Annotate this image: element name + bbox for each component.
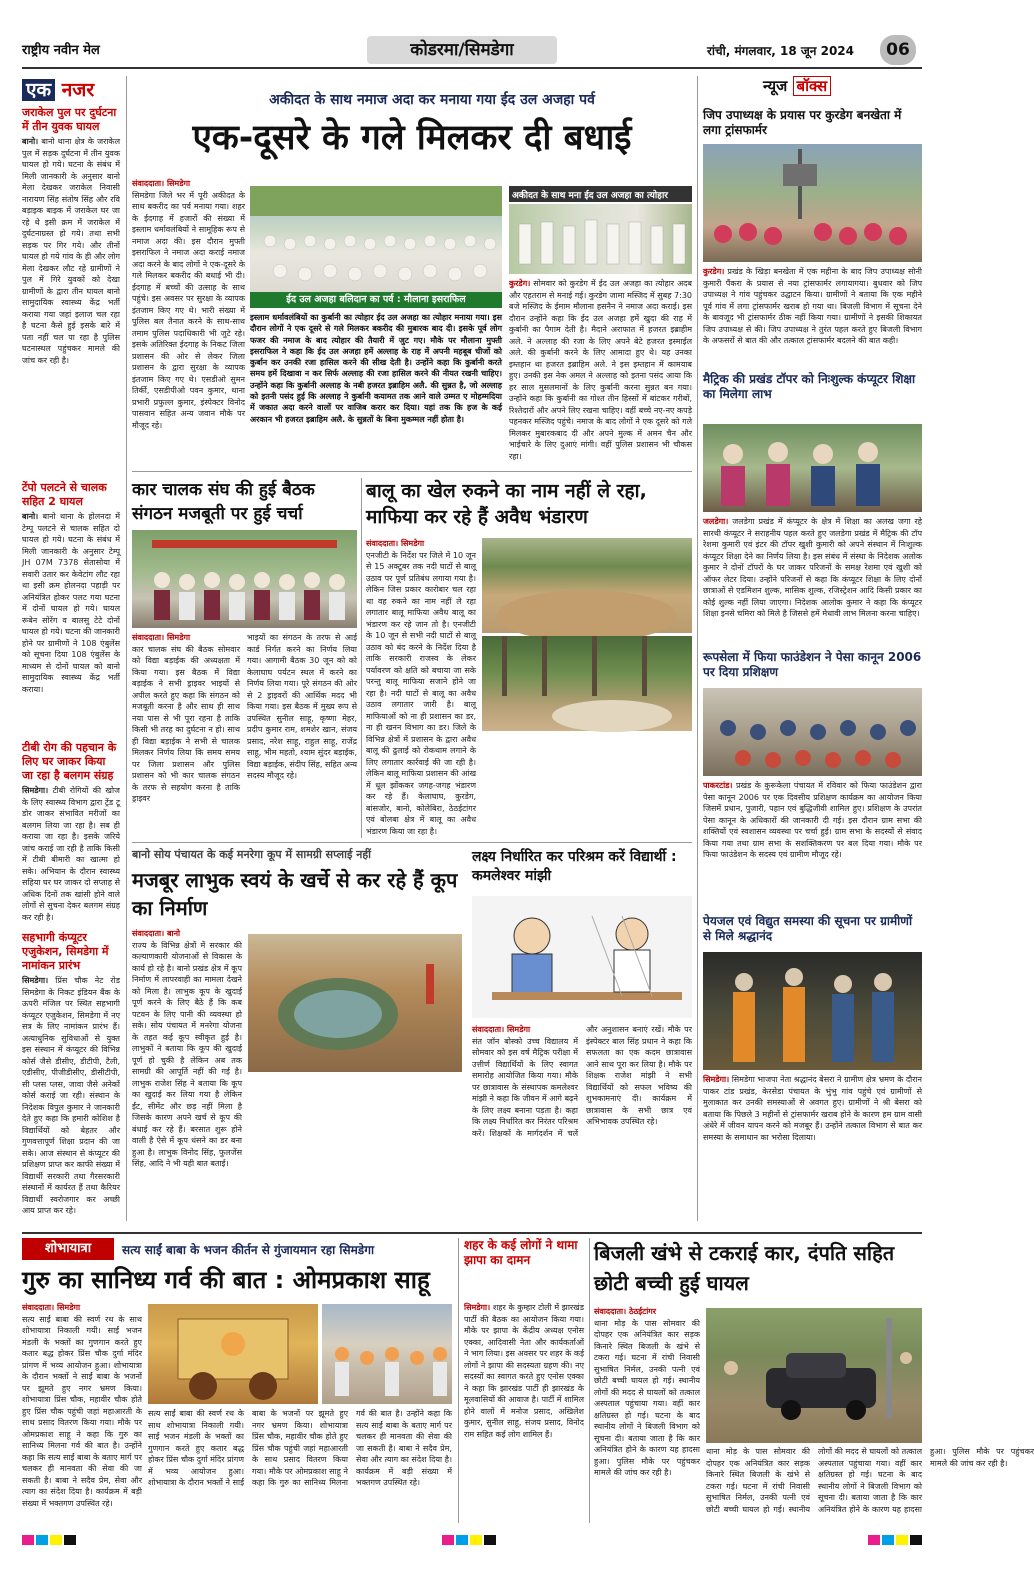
news-box-dateline: कुरडेग। bbox=[703, 267, 725, 276]
eid-text: सिमडेगा जिले भर में पूरी अकीदत के साथ बकरीद का पर्व मनाया गया। शहर के ईदगाह में हजारों की संख्या में इस्लाम धर्मावलंबियों ने सामूहिक रूप से नमाज अदा की। इस दौरान मुफ्ती इसराफिल ने नमाज अदा कराई नमाज अदा करने के बाद लोगों ने एक-दूसरे के गले मिलकर बकरीद की बधाई भी दी। ईदगाह में बच्चों की उत्साह के साथ पहुंचे। इस अवसर पर सुरक्षा के व्यापक इंतजाम किए गए थे। भारी संख्या में पुलिस बल तैनात करने के साथ-साथ तमाम पुलिस पदाधिकारी भी जुटे रहे। इसके अतिरिक्त ईदगाह के निकट जिला प्रशासन की ओर से लेकर जिला प्रशासन के द्वारा सुरक्षा के व्यापक इंतजाम किए गए थे। एसडीओ सुमन तिर्की, एसडीपीओ पवन कुमार, थाना प्रभारी प्रफुल्ल कुमार, इंस्पेक्टर विनोद पासवान सहित अन्य जवान मौके पर मौजूद रहे। bbox=[132, 190, 245, 430]
well-photo bbox=[248, 934, 462, 1072]
accident-dateline: संवाददाता। ठेठईटांगर bbox=[594, 1307, 657, 1316]
registration-marks bbox=[22, 1535, 922, 1545]
accident-body-cont: थाना मोड़ के पास सोमवार की दोपहर एक अनियंत्रित कार सड़क किनारे स्थित बिजली के खंभे से टकरा गई। घटना में रांची निवासी सुभाषित निर्मल, उनकी पत्नी एवं छोटी बच्ची घायल हो गई। स्थानीय लोगों की मदद से घायलों को तत्काल अस्पताल पहुंचाया गया। वहीं कार क्षतिग्रस्त हो गई। घटना के बाद स्थानीय लोगों ने बिजली विभाग को सूचना दी। बताया जाता है कि कार अनियंत्रित होने के कारण यह हादसा हुआ। पुलिस मौके पर पहुंचकर मामले की जांच कर रही है। bbox=[706, 1447, 1034, 1514]
print-color-strip bbox=[22, 1530, 922, 1540]
jhapa-dateline: सिमडेगा। bbox=[464, 1303, 491, 1312]
union-meeting-photo bbox=[132, 530, 357, 628]
column-divider bbox=[697, 76, 698, 1221]
union-body-2: भाइयों का संगठन के तरफ से आई कार्ड निर्गत करने का निर्णय लिया गया। आगामी बैठक 30 जून को को केलाघाघ पर्यटन स्थल में करने का निर्णय लिया गया। पूरे संगठन की ओर से 2 ड्राइवरों की आर्थिक मदद भी किया गया। इस बैठक में मुख्य रूप से उपस्थित सुनील साहू, कृष्णा मेहर, प्रदीप कुमार राम, शमशेर खान, संजय प्रसाद, नरेश साहू, राहुल साहू, राजेंद्र साहू, भीम महतो, श्याम सुंदर बड़ाईक, विद्या बड़ाईक, संदीप सिंह, सहित अन्य सदस्य मौजूद रहे। bbox=[247, 633, 357, 780]
section-rule bbox=[132, 471, 692, 472]
eid-koderma-body bbox=[509, 278, 692, 470]
news-box-text: प्रखंड के खिड़ा बनखेता में एक महीना के बाद जिप उपाध्यक्ष सोनी कुमारी पैंकरा के प्रयास से नया ट्रांसफार्मर लगायागया। बुधवार को जिप उपाध्यक्ष ने गांव पहुंचकर उद्घाटन किया। ग्रामीणों ने बताया कि एक महीने पूर्व गांव में लगा ट्रांसफार्मर खराब हो गया था। बिजली विभाग में सूचना देने के बावजूद भी ट्रांसफार्मर ठीक नहीं किया गया। ग्रामीणों ने इसकी शिकायत जिप उपाध्यक्ष से की। जिप उपाध्यक्ष ने तुरंत पहल करते हुए बिजली विभाग के अफसरों से बात की और तत्काल ट्रांसफार्मर बदलने की बात कही। bbox=[703, 267, 922, 345]
shobha-headline: गुरु का सानिध्य गर्व की बात : ओमप्रकाश साहू bbox=[22, 1266, 430, 1294]
eid-koderma bbox=[509, 186, 692, 470]
news-box-title bbox=[763, 76, 831, 96]
section-title: कोडरमा/सिमडेगा bbox=[367, 36, 557, 64]
news-box-title-a: न्यूज bbox=[763, 77, 788, 95]
jhapa-body bbox=[464, 1302, 584, 1523]
news-box-column bbox=[703, 76, 922, 1221]
ek-nazar-title-b: नजर bbox=[61, 79, 95, 101]
chariot-photo bbox=[148, 1304, 318, 1404]
jhapa-story bbox=[464, 1238, 584, 1523]
news-box-body bbox=[703, 780, 922, 908]
ek-nazar-column bbox=[22, 76, 120, 1276]
shobha-dateline: संवाददाता। सिमडेगा bbox=[22, 1303, 81, 1312]
news-box-headline: जिप उपाध्यक्ष के प्रयास पर कुरडेग बनखेता में लगा ट्रांसफार्मर bbox=[703, 108, 902, 137]
column-divider bbox=[361, 478, 362, 838]
sand-forest-photo bbox=[482, 636, 692, 731]
sand-pile-photo bbox=[482, 538, 692, 633]
shobha-text: सत्य साईं बाबा की स्वर्ण रथ के साथ शोभायात्रा निकाली गयी। साईं भजन मंडली के भक्तों का गुणगान करते हुए कतार बद्ध होकर प्रिंस चौक दुर्गा मंदिर प्रांगण में भव्य आयोजन हुआ। शोभायात्रा के दौरान भक्तों ने साईं बाबा के भजनों पर झूमते हुए नगर भ्रमण किया। शोभायात्रा प्रिंस चौक, महावीर चौक होते हुए प्रिंस चौक पहुंची जहां महाआरती के साथ प्रसाद वितरण किया गया। मौके पर ओमप्रकाश साहू ने कहा कि गुरु का सानिध्य मिलना गर्व की बात है। उन्होंने कहा कि सत्य साईं बाबा के बताए मार्ग पर चलकर ही मानवता की सेवा की जा सकती है। बाबा ने सदैव प्रेम, सेवा और त्याग का संदेश दिया है। कार्यक्रम में बड़ी संख्या में भक्तगण उपस्थित रहे। bbox=[22, 1314, 142, 1508]
jhapa-headline: शहर के कई लोगों ने थामा झापा का दामन bbox=[464, 1238, 578, 1267]
nazar-body bbox=[22, 511, 120, 726]
sand-body bbox=[366, 538, 476, 838]
forest-illustration bbox=[482, 636, 692, 731]
nazar-dateline: बानो। bbox=[22, 512, 39, 521]
jhapa-text: शहर के कुम्हार टोली में झारखंड पार्टी की बैठक का आयोजन किया गया। मौके पर झापा के केंद्रीय अध्यक्ष एनोस एक्का, आदिवासी नेता और कार्यकर्ताओं ने भाग लिया। इस अवसर पर शहर के कई लोगों ने झापा की सदस्यता ग्रहण की। नए सदस्यों का स्वागत करते हुए एनोस एक्का ने कहा कि झारखंड पार्टी ही झारखंड के मूलवासियों की आवाज है। पार्टी में शामिल होने वालों में मनोज प्रसाद, अखिलेश कुमार, सुनील साहू, संजय प्रसाद, विनोद राम सहित कई लोग शामिल हैं। bbox=[464, 1303, 584, 1439]
well-illustration bbox=[248, 934, 462, 1072]
news-box-dateline: पाकरटांड। bbox=[703, 781, 733, 790]
nazar-dateline: बानो। bbox=[22, 137, 39, 146]
transformer-photo bbox=[703, 144, 922, 262]
bano-kicker: बानो सोय पंचायत के कई मनरेगा कूप में सामग्री सप्लाई नहीं bbox=[132, 848, 372, 861]
procession-photo bbox=[322, 1304, 452, 1404]
nazar-body bbox=[22, 785, 120, 925]
issue-date: रांची, मंगलवार, 18 जून 2024 bbox=[707, 44, 854, 58]
topper-photo bbox=[703, 424, 922, 512]
news-box-body bbox=[703, 1074, 922, 1216]
eid-photo-caption: ईद उल अजहा बलिदान का पर्व : मौलाना इसराफिल bbox=[250, 292, 502, 308]
student-dateline: संवाददाता। सिमडेगा bbox=[472, 1025, 531, 1034]
news-box-text: सिमडेगा भाजपा नेता श्रद्धानंद बेसरा ने ग्रामीण क्षेत्र भ्रमण के दौरान पाकर टांड प्रखंड, केरसेडा पंचायत के भुंभु गांव पहुंचे एवं ग्रामीणों से मुलाकात कर उनकी समस्याओं से अवगत हुए। ग्रामीणों ने श्री बेसरा को बताया कि पिछले 3 महीनों से ट्रांसफार्मर खराब होने के कारण हम ग्राम वासी अंधेरे में जीवन यापन करने को मजबूर हैं। उन्होंने तत्काल विभाग से बात कर समस्या के समाधान का भरोसा दिलाया। bbox=[703, 1075, 922, 1142]
sand-headline: बालू का खेल रुकने का नाम नहीं ले रहा, माफिया कर रहे हैं अवैध भंडारण bbox=[366, 480, 647, 528]
nazar-item bbox=[22, 106, 120, 466]
eid-dateline: संवाददाता। सिमडेगा bbox=[132, 179, 191, 188]
villagers-illustration bbox=[703, 144, 922, 262]
shobha-tag: शोभायात्रा bbox=[22, 1238, 114, 1260]
column-divider bbox=[589, 1238, 590, 1523]
news-box-title-b: बॉक्स bbox=[793, 76, 832, 96]
car-illustration bbox=[706, 1308, 922, 1443]
shobha-body-cont: सत्य साईं बाबा की स्वर्ण रथ के साथ शोभायात्रा निकाली गयी। साईं भजन मंडली के भक्तों का गुणगान करते हुए कतार बद्ध होकर प्रिंस चौक दुर्गा मंदिर प्रांगण में भव्य आयोजन हुआ। शोभायात्रा के दौरान भक्तों ने साईं बाबा के भजनों पर झूमते हुए नगर भ्रमण किया। शोभायात्रा प्रिंस चौक, महावीर चौक होते हुए प्रिंस चौक पहुंची जहां महाआरती के साथ प्रसाद वितरण किया गया। मौके पर ओमप्रकाश साहू ने कहा कि गुरु का सानिध्य मिलना गर्व की बात है। उन्होंने कहा कि सत्य साईं बाबा के बताए मार्ग पर चलकर ही मानवता की सेवा की जा सकती है। बाबा ने सदैव प्रेम, सेवा और त्याग का संदेश दिया है। कार्यक्रम में बड़ी संख्या में भक्तगण उपस्थित रहे। bbox=[148, 1409, 452, 1487]
nazar-headline: सहभागी कंप्यूटर एजुकेशन, सिमडेगा में नामांकन प्रारंभ bbox=[22, 931, 109, 972]
shobha-kicker: सत्य साईं बाबा के भजन कीर्तन से गुंजायमान रहा सिमडेगा bbox=[122, 1243, 375, 1257]
student-headline: लक्ष्य निर्धारित कर परिश्रम करें विद्यार्थी : कमलेश्वर मांझी bbox=[472, 849, 677, 884]
masthead bbox=[22, 30, 922, 68]
bano-dateline: संवाददाता। बानो bbox=[132, 929, 181, 938]
news-box-text: प्रखंड के कुरूकेला पंचायत में रविवार को फिया फाउंडेशन द्वारा पेसा कानून 2006 पर एक दिवसीय प्रशिक्षण कार्यक्रम का आयोजन किया जिसमें प्रधान, पुजारी, पहान एवं बुद्धिजीवी शामिल हुए। प्रशिक्षण के उपरांत पेसा कानून के अधिकारों की जानकारी दी गई। इस दौरान ग्राम सभा की शक्तियों एवं स्वशासन व्यवस्था पर चर्चा हुई। ग्राम सभा के सदस्यों से संवाद किया गया तथा ग्राम सभा के सशक्तिकरण पर बल दिया गया। मौके पर फिया फाउंडेशन के सदस्य एवं ग्रामीण मौजूद रहे। bbox=[703, 781, 922, 859]
villagers-meeting-photo bbox=[703, 952, 922, 1070]
crowd-illustration bbox=[250, 186, 502, 308]
masthead-rule bbox=[22, 67, 922, 69]
sand-text: एनजीटी के निर्देश पर जिले में 10 जून से 15 अक्टूबर तक नदी घाटों से बालू उठाव पर पूर्ण प्रतिबंध लगाया गया है। लेकिन जिस प्रकार कारोबार चल रहा था वह रुकने का नाम नहीं ले रहा लगातार बालू माफिया अवैध बालू का भंडारण कर रहे जान तो है। एनजीटी के 10 जून से सभी नदी घाटों से बालू उठाव को बंद करने के निर्देश दिया है ताकि सरकारी राजस्व के लेकर पर्यावरण को क्षति को बचाया जा सके परन्तु बालू माफिया सजाने होने जा रहा है। नदी घाटों से बालू का अवैध उठाव लगातार जारी है। बालू माफियाओं को ना ही प्रशासन का डर, ना ही खनन विभाग का डर। जिले के विभिन्न क्षेत्रों में प्रशासन के द्वारा अवैध बालू की ढुलाई को रोकथाम लगाने के लिए लगातार कार्रवाई की जा रही है। लेकिन बालू माफिया प्रशासन की आंख में धूल झोंककर जगह-जगह भंडारण कर रहे हैं। केलाघाघ, कुरडेग, बांसजोर, बानो, कोलेबिरा, ठेठईटांगर एवं बोलबा क्षेत्र में बालू का अवैध भंडारण किया जा रहा है। bbox=[366, 550, 476, 836]
nazar-text: टीबी रोगियों की खोज के लिए स्वास्थ्य विभाग द्वारा ट्रेंड टू डोर जाकर संभावित मरीजों का बलगम लिया जा रहा है। सब ही कराया जा रहा है। इसके जरिये जांच कराई जा रही है ताकि किसी में टीबी बीमारी का खात्मा हो सके। अभियान के दौरान स्वास्थ्य सहिया घर घर जाकर दो सप्ताह से अधिक दिनों तक खांसी होने वाले लोगों से सुचना देकर बलगम संग्रह कर रही है। bbox=[22, 786, 120, 922]
eid-koderma-strip: अकीदत के साथ मना ईद उल अजहा का त्योहार bbox=[509, 186, 692, 202]
nazar-text: प्रिंस चौक नेट रोड सिमडेगा के निकट इंडियन बैंक के ऊपरी मंजिल पर स्थित सहभागी कंप्यूटर एजुकेशन, सिमडेगा में नए सत्र के लिए नामांकन प्रारंभ हैं। अत्याधुनिक सुविधाओं से युक्त इस संस्थान में कंप्यूटर की विभिन्न कोर्स जैसे डीसीए, डीटीपी, टैली, एडीसीए, पीजीडीसीए, डीसीटीपी, सी प्लस प्लस, जावा जैसे अनेकों कोर्स कराई जा रही। संस्थान के निदेशक विपुल कुमार ने जानकारी देते हुए कहा कि हमारी कोशिश है विद्यार्थियों को बेहतर और गुणवत्तापूर्ण शिक्षा प्रदान की जा सके। आज संस्थान से कंप्यूटर की प्रशिक्षण प्राप्त कर काफी संख्या में विद्यार्थी सरकारी तथा गैरसरकारी संस्थानों में कार्यरत हैं तथा कैरियर विद्यार्थी स्वरोजगार कर अच्छी आय प्राप्त कर रहे। bbox=[22, 976, 120, 1215]
ek-nazar-title-a: एक bbox=[22, 79, 55, 101]
bano-body bbox=[132, 928, 242, 1226]
pesa-training-photo bbox=[703, 688, 922, 776]
news-box-headline: रूपसेला में फिया फाउंडेशन ने पेसा कानून 2006 पर दिया प्रशिक्षण bbox=[703, 650, 922, 679]
news-box-body bbox=[703, 266, 922, 368]
news-box-headline: मैट्रिक की प्रखंड टॉपर को निःशुल्क कंप्यूटर शिक्षा का मिलेगा लाभ bbox=[703, 372, 916, 401]
nazar-item bbox=[22, 741, 120, 921]
student-body bbox=[472, 1024, 692, 1226]
column-divider bbox=[126, 76, 127, 1221]
nazar-text: बानो थाना के होलनदा में टेम्पू पलटने से चालक सहित दो घायल हो गये। घटना के संबंध में मिली जानकारी के अनुसार टेम्पू JH 07M 7378 सेतासोया में सवारी उतार कर केवेटांग लौट रहा था इसी क्रम होलनदा पहाड़ी पर अनियंत्रित होकर पलट गया घटना में दोनों घायल हो गये। घायल रूबेन सोरेंग व बालसु टेटे दोनों घायल हो गये। घटना की जानकारी होने पर ग्रामीणों ने 108 एंबुलेंस को सूचना दिया 108 एंबुलेंस के माध्यम से दोनों घायल को बानो सामुदायिक स्वास्थ्य केंद्र भर्ती कराया। bbox=[22, 512, 121, 694]
union-body-1 bbox=[132, 632, 240, 838]
union-story bbox=[132, 478, 357, 838]
news-box-body bbox=[703, 516, 922, 646]
nazar-dateline: सिमडेगा। bbox=[22, 786, 49, 795]
nazar-headline: जराकेल पुल पर दुर्घटना में तीन युवक घायल bbox=[22, 106, 117, 133]
eid-koderma-text: सोमवार को कुरडेग में ईद उल अजहा का त्योहार अदब और एहतराम से मनाई गई। कुरडेग जामा मस्जिद में सुबह 7:30 बजे मस्जिद के ईमाम मौलाना हसनैन ने नमाज अदा कराई। इस दौरान उन्होंने कहा कि ईद उल अजहा हमें खुदा की राह में कुर्बानी का पैगाम देती है। मैदाने अराफात में हजरत इब्राहीम अले. ने अल्लाह की रजा के लिए अपने बेटे हजरत इस्माईल अले. की कुर्बानी करने के लिए आमादा हुए थे। यह उनका इम्तहान था हजरत इब्राहिम अले. ने इस इम्तहान में कामयाब हुए। उनकी इस नेक अमल ने अल्लाह को इतना पसंद आया कि हर साल मुसलमानों के लिए कुर्बानी करना सुन्नत बन गया। उन्होंने कहा कि कुर्बानी का गोश्त तीन हिस्सों में बांटकर गरीबों, रिश्तेदारों और अपने लिए रखना चाहिए। वहीं बच्चे नए-नए कपड़े पहनकर मस्जिद पहुंचे। नमाज के बाद लोगों ने एक दूसरे को गले मिलकर मुबारकबाद दी और अपने मुल्क में अमन चैन और भाईचारे के लिए दुआएं मांगी। वहीं पुलिस प्रशासन भी चौकस रहा। bbox=[509, 279, 693, 461]
accident-text: थाना मोड़ के पास सोमवार की दोपहर एक अनियंत्रित कार सड़क किनारे स्थित बिजली के खंभे से टकरा गई। घटना में रांची निवासी सुभाषित निर्मल, उनकी पत्नी एवं छोटी बच्ची घायल हो गई। स्थानीय लोगों की मदद से घायलों को तत्काल अस्पताल पहुंचाया गया। वहीं कार क्षतिग्रस्त हो गई। घटना के बाद स्थानीय लोगों ने बिजली विभाग को सूचना दी। बताया जाता है कि कार अनियंत्रित होने के कारण यह हादसा हुआ। पुलिस मौके पर पहुंचकर मामले की जांच कर रही है। bbox=[594, 1318, 700, 1477]
accident-body bbox=[594, 1306, 700, 1523]
nazar-item bbox=[22, 931, 120, 1276]
eid-body bbox=[132, 178, 245, 466]
union-dateline: संवाददाता। सिमडेगा bbox=[132, 633, 191, 642]
nazar-text: बानो थाना क्षेत्र के जराकेल पुल में सड़क दुर्घटना में तीन युवक घायल हो गये। घटना के संबंध में मिली जानकारी के अनुसार बानो मेला देखकर जराकेल निवासी नारायण सिंह संतोष सिंह और रवि बड़ाइक बाइक में जराकेल घर जा रहे थे इसी क्रम में जराकेल में दुर्घटनाग्रस्त हो गये। तथा सभी सड़क पर गिर गये। और तीनों घायल हो गये गांव के ही और लोग मेला देखकर लौट रहे ग्रामीणों ने पुल में गिरे युवकों को देखा ग्रामीणों के द्वारा तीन घायल बानो सामुदायिक स्वास्थ्य केंद्र भर्ती कराया गया जहां इलाज चल रहा है घटना कैसे हुई इसके बारे में पता नहीं चल पा रहा है पुलिस घटनास्थल पहुंचकर मामले की जांच कर रही है। bbox=[22, 137, 120, 365]
student-text: संत जॉन बोस्को उच्च विद्यालय में सोमवार को इस वर्ष मैट्रिक परीक्षा में उत्तीर्ण विद्यार्थियों के लिए स्वागत समारोह आयोजित किया गया। मौके पर छात्रावास के संस्थापक कमलेश्वर मांझी ने कहा कि जीवन में आगे बढ़ने के लिए लक्ष्य बनाना पड़ता है। कहा कि लक्ष्य निर्धारित कर निरंतर परिश्रम करें। शिक्षकों के मार्गदर्शन में चलें और अनुशासन बनाएं रखें। मौके पर इंस्पेक्टर बाल सिंह प्रधान ने कहा कि सफलता का एक कदम छात्रावास आने साथ पूरा कर लिया है। मौके पर शिक्षक राजेश मांझी ने सभी विद्यार्थियों को सफल भविष्य की शुभकामनाएं दी। कार्यक्रम में छात्रावास के सभी छात्र एवं अभिभावक उपस्थित रहे। bbox=[472, 1025, 692, 1138]
union-group-illustration bbox=[132, 530, 357, 628]
shobha-story bbox=[22, 1238, 452, 1523]
eid-caption-body: इस्लाम धर्मावलंबियों का कुर्बानी का त्योहार ईद उल अजहा का त्योहार मनाया गया। इस दौरान लोगों ने एक दूसरे से गले मिलकर बकरीद की मुबारक बाद दी। इसके पूर्व लोग फजर की नमाज के बाद त्योहार की तैयारी में जुट गए। मौके पर मौलाना मुफ्ती इसराफिल ने कहा कि ईद उल अजहा हमें अल्लाह के राह में अपनी महबूब चीजों को कुर्बान कर उनकी रजा हासिल करने की सीख देती है। उन्होंने कहा कि कुर्बानी करते समय हमें दिखावा न कर सिर्फ अल्लाह की रजा हासिल करने की नीयत रखनी चाहिए। उन्होंने कहा कि कुर्बानी अल्लाह के नबी हजरत इब्राहिम अलै. की सुन्नत है, जो अल्लाह को इतनी पसंद हुई कि अल्लाह ने कुर्बानी कयामत तक आने वाले उम्मत ए मोहम्मदिया में जकात अदा करने वालों पर वाजिब करार कर दिया। यहां तक कि हज के कई अरकान भी हजरत इब्राहिम अलै. के सुन्नतों के बिना मुकम्मल नहीं होता है। bbox=[250, 313, 502, 424]
worshippers-illustration bbox=[509, 204, 692, 274]
nazar-item bbox=[22, 481, 120, 731]
bano-headline: मजबूर लाभुक स्वयं के खर्चे से कर रहे हैं कूप का निर्माण bbox=[132, 868, 458, 920]
news-box-dateline: सिमडेगा। bbox=[703, 1075, 730, 1084]
nazar-body bbox=[22, 136, 120, 451]
bano-text: राज्य के विभिन्न क्षेत्रों में सरकार की कल्याणकारी योजनाओं से विकास के कार्य हो रहे है। बानो प्रखंड क्षेत्र में कूप निर्माण में लापरवाही का मामला देखने को मिला है। लाभुक कूप के खुदाई पूर्ण करने के लिए बैठे हैं कि कब पटवन के लिए पानी की व्यवस्था हो सके। सोय पंचायत में मनरेगा योजना के तहत कई कूप स्वीकृत हुई है। लाभुकों ने बताया कि कूप की खुदाई पूर्ण हो चुकी है लेकिन अब तक सामग्री की आपूर्ति नहीं की गई है। लाभुक राजेश सिंह ने बताया कि कूप का खुदाई कर लिया गया है लेकिन ईंट, सीमेंट और छड़ नहीं मिला है जिसके कारण अपने खर्च से कूप की बंधाई कर रहे हैं। बरसात शुरू होने वाली है ऐसे में कूप धंसने का डर बना हुआ है। लाभुक विनोद सिंह, फुलजेंस सिंह, आदि ने भी यही बात बताई। bbox=[132, 940, 242, 1168]
nazar-headline: टीबी रोग की पहचान के लिए घर जाकर किया जा रहा है बलगम संग्रह bbox=[22, 741, 117, 782]
shobha-body bbox=[22, 1302, 142, 1523]
section-rule bbox=[132, 842, 692, 843]
bano-story bbox=[132, 848, 462, 1226]
union-headline: कार चालक संघ की हुई बैठक संगठन मजबूती पर हुई चर्चा bbox=[132, 480, 315, 524]
news-box-text: जलडेगा प्रखंड में कंप्यूटर के क्षेत्र में शिक्षा का अलख जगा रहे सारथी कंप्यूटर ने सराहनीय पहल करते हुए जलडेगा प्रखंड में मैट्रिक की टॉप रेशमा कुमारी एवं इंटर की टॉपर खुशी कुमारी को अपने संस्थान में निःशुल्क कंप्यूटर शिक्षा देने का निर्णय लिया है। इस संबंध में संस्था के निदेशक अलोक कुमार ने दोनों टॉपरों के घर जाकर परिजनों के समक्ष रेशमा एवं खुशी को ऑफर लेटर दिया। उन्होंने परिजनों से कहा कि कंप्यूटर शिक्षा के लिए दोनों छात्राओं से एडमिशन शुल्क, मासिक शुल्क, रजिस्ट्रेशन आदि किसी प्रकार का कोई शुल्क नहीं लिया जाएगा। निदेशक आलोक कुमार ने कहा कि कंप्यूटर शिक्षा इनसे चमिरा को मिले है जिससे हमें मेधावी लाभ मिलना करना चाहिए। bbox=[703, 517, 922, 618]
eid-koderma-dateline: कुरडेग। bbox=[509, 279, 531, 288]
car-crash-photo bbox=[706, 1308, 922, 1443]
brand-name: राष्ट्रीय नवीन मेल bbox=[22, 43, 100, 58]
ek-nazar-title bbox=[22, 76, 120, 102]
study-illustration bbox=[472, 896, 692, 1018]
sand-dateline: संवाददाता। सिमडेगा bbox=[366, 539, 425, 548]
eid-kicker: अकीदत के साथ नमाज अदा कर मनाया गया ईद उल अजहा पर्व bbox=[269, 92, 595, 108]
eid-prayer-photo bbox=[250, 186, 502, 308]
union-text-1: कार चालक संघ की बैठक सोमवार को विद्या बड़ाईक की अध्यक्षता में किया गया। इस बैठक में विद्या बड़ाईक ने सभी ड्राइवर भाइयों से अपील करते हुए कहा कि संगठन को मजबूती करना है और साथ ही साथ नया पास से भी पूरा रहना है ताकि किसी भी तरह का दुर्घटना न हो। साथ ही विद्या बड़ाईक ने सभी से चालक मिलकर निर्णय लिया कि समय समय पर जिला प्रशासन और पुलिस प्रशासन को भी कार चालक संगठन के तरफ से सहयोग करना है ताकि ड्राइवर bbox=[132, 644, 240, 803]
student-illustration bbox=[472, 896, 692, 1018]
news-box-dateline: जलडेगा। bbox=[703, 517, 729, 526]
procession-illustration bbox=[322, 1304, 452, 1404]
column-divider bbox=[458, 1238, 459, 1523]
news-box-headline: पेयजल एवं विद्युत समस्या की सूचना पर ग्रामीणों से मिले श्रद्धानंद bbox=[703, 914, 913, 943]
chariot-illustration bbox=[148, 1304, 318, 1404]
nazar-dateline: सिमडेगा। bbox=[22, 976, 49, 985]
night-meeting-illustration bbox=[703, 952, 922, 1070]
sand-heap-illustration bbox=[482, 538, 692, 633]
accident-story bbox=[594, 1238, 1034, 1523]
student-story bbox=[472, 848, 692, 1226]
sand-story bbox=[366, 478, 692, 838]
eid-headline: एक-दूसरे के गले मिलकर दी बधाई bbox=[192, 118, 632, 158]
eid-story bbox=[132, 90, 692, 470]
students-illustration bbox=[703, 424, 922, 512]
section-rule bbox=[22, 1232, 922, 1234]
meeting-illustration bbox=[703, 688, 922, 776]
eid-koderma-photo bbox=[509, 204, 692, 274]
nazar-headline: टेंपो पलटने से चालक सहित 2 घायल bbox=[22, 481, 107, 508]
accident-headline: बिजली खंभे से टकराई कार, दंपति सहित छोटी बच्ची हुई घायल bbox=[594, 1241, 895, 1295]
page-number: 06 bbox=[880, 35, 916, 65]
nazar-body bbox=[22, 975, 120, 1270]
